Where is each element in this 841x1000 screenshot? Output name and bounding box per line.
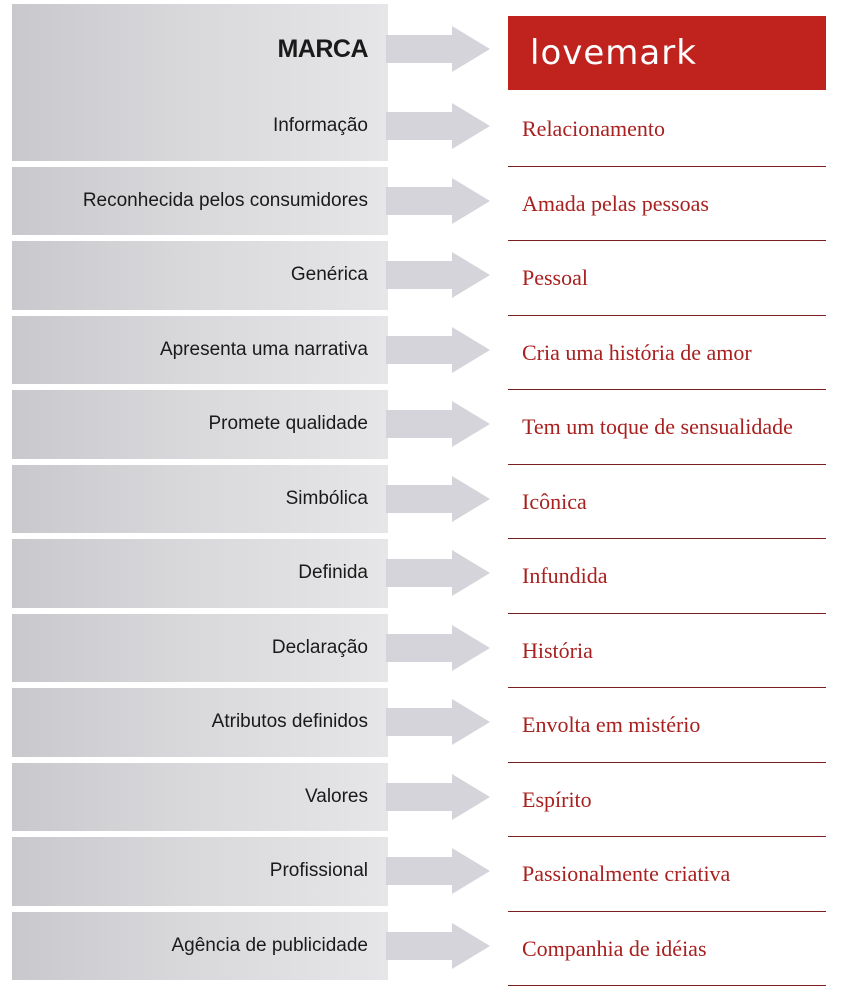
comparison-row [0,465,841,534]
arrow-right-icon [386,625,490,671]
lovemark-attribute-label: Passionalmente criativa [522,861,731,886]
comparison-row [0,241,841,310]
marca-attribute-bar [12,92,388,161]
marca-attribute-label: Reconhecida pelos consumidores [82,189,368,211]
lovemark-attribute-label: Relacionamento [522,116,665,141]
lovemark-attribute-cell [508,316,826,391]
lovemark-attribute-label: Cria uma história de amor [522,339,752,365]
lovemark-attribute-label: Amada pelas pessoas [522,190,709,216]
marca-attribute-label: Informação [272,115,368,137]
marca-attribute-label: Valores [304,785,368,807]
comparison-row [0,316,841,385]
arrow-right-icon [386,252,490,298]
comparison-row [0,614,841,683]
marca-attribute-label: Declaração [271,636,368,658]
marca-attribute-label: Promete qualidade [208,413,368,435]
comparison-row [0,837,841,906]
arrow-right-icon [386,848,490,894]
marca-attribute-bar [12,763,388,832]
marca-attribute-bar [12,390,388,459]
marca-heading: MARCA [277,34,368,63]
lovemark-attribute-cell [508,837,826,912]
marca-attribute-bar [12,465,388,534]
marca-attribute-bar [12,912,388,981]
marca-attribute-label: Agência de publicidade [171,934,368,956]
lovemark-attribute-label: História [522,637,593,663]
lovemark-attribute-cell [508,539,826,614]
lovemark-attribute-cell [508,92,826,167]
arrow-right-icon [386,178,490,224]
marca-attribute-bar [12,688,388,757]
comparison-row [0,539,841,608]
lovemark-attribute-cell [508,390,826,465]
header-row [0,4,841,94]
lovemark-attribute-cell [508,912,826,987]
lovemark-attribute-cell [508,167,826,242]
lovemark-attribute-label: Icônica [522,488,587,514]
marca-attribute-label: Definida [298,562,368,584]
marca-attribute-bar [12,241,388,310]
arrow-right-icon [386,774,490,820]
comparison-row [0,167,841,236]
marca-attribute-label: Atributos definidos [211,711,368,733]
arrow-right-icon [386,401,490,447]
lovemark-heading: lovemark [530,32,697,73]
lovemark-attribute-label: Companhia de idéias [522,935,707,961]
lovemark-attribute-cell [508,688,826,763]
marca-attribute-bar [12,167,388,236]
marca-attribute-bar [12,316,388,385]
lovemark-attribute-label: Pessoal [522,265,588,290]
arrow-right-icon [386,327,490,373]
lovemark-attribute-label: Tem um toque de sensualidade [522,414,793,439]
lovemark-attribute-cell [508,241,826,316]
lovemark-attribute-label: Infundida [522,563,608,588]
lovemark-attribute-cell [508,614,826,689]
arrow-right-icon [386,923,490,969]
marca-attribute-label: Simbólica [285,487,368,509]
lovemark-attribute-label: Envolta em mistério [522,712,701,737]
marca-attribute-bar [12,539,388,608]
arrow-right-icon [386,103,490,149]
marca-attribute-label: Genérica [290,264,368,286]
comparison-row [0,688,841,757]
arrow-right-icon [386,476,490,522]
arrow-right-icon [386,550,490,596]
lovemark-attribute-cell [508,465,826,540]
marca-attribute-bar [12,614,388,683]
lovemark-attribute-cell [508,763,826,838]
comparison-row [0,763,841,832]
arrow-right-icon [386,699,490,745]
lovemark-attribute-label: Espírito [522,786,592,812]
comparison-row [0,390,841,459]
comparison-row [0,912,841,981]
arrow-right-icon [386,26,490,72]
header-right-box [508,16,826,90]
comparison-row [0,92,841,161]
marca-attribute-bar [12,837,388,906]
header-left-bar [12,4,388,94]
marca-attribute-label: Profissional [269,860,368,882]
marca-attribute-label: Apresenta uma narrativa [159,338,368,360]
